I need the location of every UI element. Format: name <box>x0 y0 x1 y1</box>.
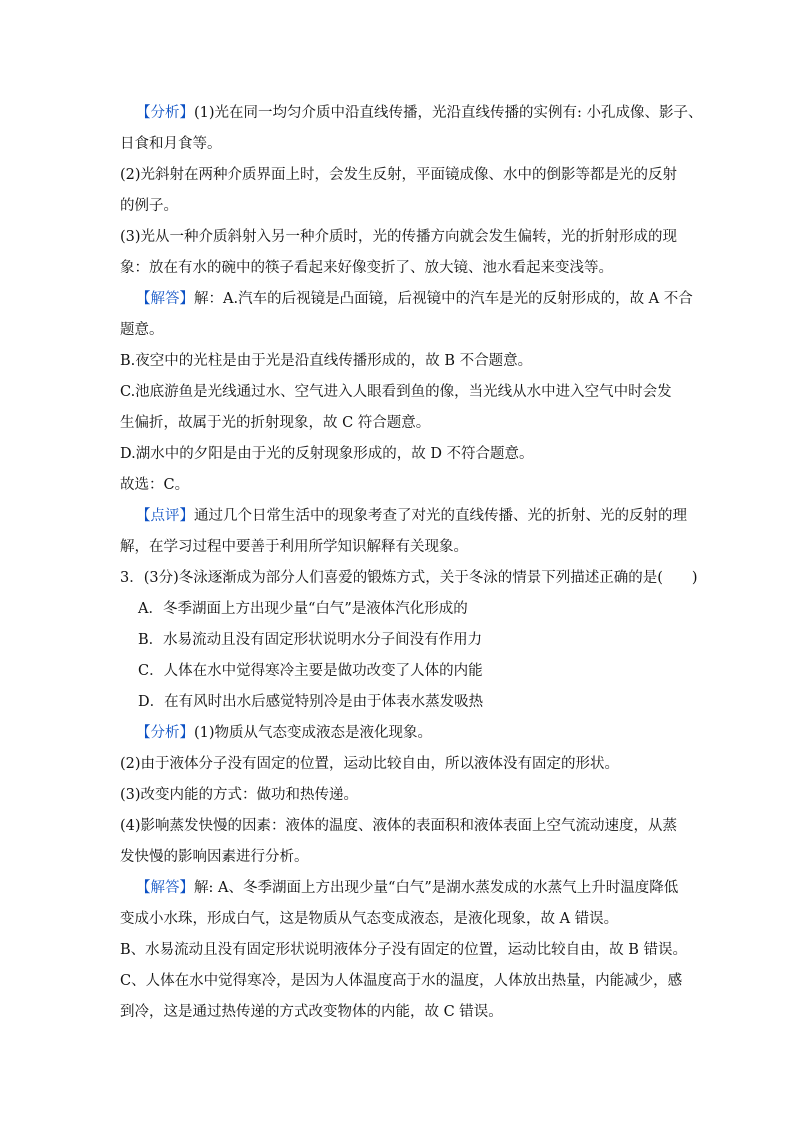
answer-line: 故选：C。 <box>120 477 190 493</box>
analysis-line: 日食和月食等。 <box>120 136 222 152</box>
analysis-line: 【分析】(1)物质从气态变成液态是液化现象。 <box>136 725 433 741</box>
question-stem: 3．(3分)冬泳逐渐成为部分人们喜爱的锻炼方式，关于冬泳的情景下列描述正确的是( ) <box>120 570 698 586</box>
analysis-line: 发快慢的影响因素进行分析。 <box>120 849 309 865</box>
analysis-line: 象：放在有水的碗中的筷子看起来好像变折了、放大镜、池水看起来变浅等。 <box>120 260 613 276</box>
comment-line: 【点评】通过几个日常生活中的现象考查了对光的直线传播、光的折射、光的反射的理 <box>136 508 687 524</box>
analysis-line: 的例子。 <box>120 198 178 214</box>
answer-line: 题意。 <box>120 322 164 338</box>
analysis-tag: 【分析】 <box>136 105 194 121</box>
answer-line: 【解答】解：A.汽车的后视镜是凸面镜，后视镜中的汽车是光的反射形成的，故 A 不合 <box>136 291 693 307</box>
answer-tag: 【解答】 <box>136 880 194 896</box>
answer-line: 变成小水珠，形成白气，这是物质从气态变成液态，是液化现象，故 A 错误。 <box>120 911 619 927</box>
analysis-line: (4)影响蒸发快慢的因素：液体的温度、液体的表面积和液体表面上空气流动速度，从蒸 <box>120 818 678 834</box>
answer-line: C、人体在水中觉得寒冷，是因为人体温度高于水的温度，人体放出热量，内能减少，感 <box>120 973 683 989</box>
answer-line: B.夜空中的光柱是由于光是沿直线传播形成的，故 B 不合题意。 <box>120 353 533 369</box>
answer-line: B、水易流动且没有固定形状说明液体分子没有固定的位置，运动比较自由，故 B 错误。 <box>120 942 688 958</box>
answer-line: 到冷，这是通过热传递的方式改变物体的内能，故 C 错误。 <box>120 1004 503 1020</box>
analysis-line: (2)光斜射在两种介质界面上时，会发生反射，平面镜成像、水中的倒影等都是光的反射 <box>120 167 678 183</box>
option-c: C．人体在水中觉得寒冷主要是做功改变了人体的内能 <box>138 663 483 679</box>
option-d: D．在有风时出水后感觉特别冷是由于体表水蒸发吸热 <box>138 694 484 710</box>
answer-tag: 【解答】 <box>136 291 194 307</box>
analysis-line: 【分析】(1)光在同一均匀介质中沿直线传播，光沿直线传播的实例有: 小孔成像、影子、 <box>136 105 703 121</box>
comment-line: 解，在学习过程中要善于利用所学知识解释有关现象。 <box>120 539 468 555</box>
analysis-line: (2)由于液体分子没有固定的位置，运动比较自由，所以液体没有固定的形状。 <box>120 756 620 772</box>
analysis-line: (3)改变内能的方式：做功和热传递。 <box>120 787 359 803</box>
option-a: A．冬季湖面上方出现少量“白气”是液体汽化形成的 <box>138 601 468 617</box>
answer-line: 【解答】解: A、冬季湖面上方出现少量“白气”是湖水蒸发成的水蒸气上升时温度降低 <box>136 880 679 896</box>
comment-tag: 【点评】 <box>136 508 194 524</box>
option-b: B．水易流动且没有固定形状说明水分子间没有作用力 <box>138 632 483 648</box>
analysis-tag: 【分析】 <box>136 725 194 741</box>
answer-line: 生偏折，故属于光的折射现象，故 C 符合题意。 <box>120 415 431 431</box>
answer-line: C.池底游鱼是光线通过水、空气进入人眼看到鱼的像，当光线从水中进入空气中时会发 <box>120 384 672 400</box>
answer-line: D.湖水中的夕阳是由于光的反射现象形成的，故 D 不符合题意。 <box>120 446 534 462</box>
analysis-line: (3)光从一种介质斜射入另一种介质时，光的传播方向就会发生偏转，光的折射形成的现 <box>120 229 678 245</box>
